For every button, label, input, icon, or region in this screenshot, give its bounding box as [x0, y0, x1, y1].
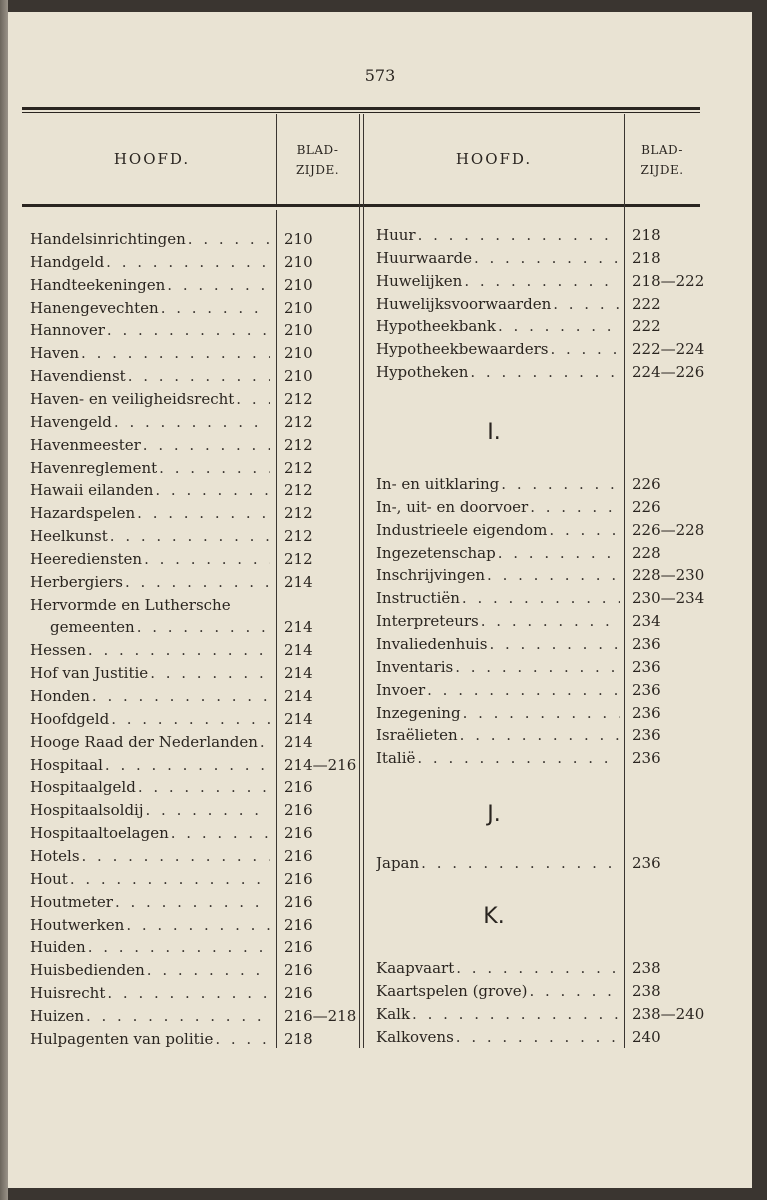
dot-leader [161, 297, 270, 320]
index-entry [376, 473, 620, 496]
dot-leader [147, 959, 270, 982]
dot-leader [107, 319, 270, 342]
entry-term: Hannover [30, 321, 105, 340]
entry-term: Havendienst [30, 367, 126, 386]
dot-leader [137, 616, 270, 639]
entry-page: 226 [632, 475, 661, 493]
index-entry [30, 754, 270, 777]
index-entry [50, 616, 270, 639]
header-hoofd-right: HOOFD. [455, 150, 533, 168]
entry-page: 230—234 [632, 589, 705, 608]
entry-term: Kalkovens [376, 1027, 454, 1046]
entry-term: Hawaii eilanden [30, 481, 154, 500]
entry-page: 212 [284, 481, 313, 500]
index-entry [376, 957, 620, 980]
dot-leader [463, 702, 620, 725]
index-entry [30, 936, 270, 959]
header-rule [22, 204, 700, 207]
entry-page: 210 [284, 321, 313, 340]
entry-term: Inzegening [376, 703, 461, 722]
index-entry [376, 270, 620, 293]
entry-page: 236 [632, 703, 661, 722]
entry-term: Hotels [30, 846, 80, 865]
entry-page: 214 [284, 572, 313, 591]
index-entry [376, 747, 620, 770]
entry-term: Houtmeter [30, 892, 113, 911]
index-entry [376, 724, 620, 747]
entry-page: 218 [284, 1029, 313, 1048]
entry-term: Hypotheekbank [376, 317, 497, 336]
entry-page: 216 [284, 869, 313, 888]
dot-leader [125, 571, 270, 594]
index-entry [30, 639, 270, 662]
entry-term: Ingezetenschap [376, 543, 496, 562]
dot-leader [489, 633, 620, 656]
dot-leader [462, 587, 620, 610]
entry-page: 216 [284, 915, 313, 934]
entry-page: 216 [284, 801, 313, 820]
entry-term: Kalk [376, 1004, 411, 1023]
dot-leader [470, 361, 620, 384]
dot-leader [144, 548, 270, 571]
index-entry [30, 457, 270, 480]
index-entry [30, 319, 270, 342]
dot-leader [105, 754, 270, 777]
divider-center-b [363, 114, 364, 1048]
entry-page: 212 [284, 412, 313, 431]
entry-page: 216 [284, 892, 313, 911]
index-entry [30, 365, 270, 388]
index-entry [376, 315, 620, 338]
dot-leader [128, 365, 270, 388]
index-entry [30, 525, 270, 548]
index-entry [376, 338, 620, 361]
entry-term: Hervormde en Luthersche [30, 595, 231, 614]
entry-page: 210 [284, 298, 313, 317]
index-entry [30, 822, 270, 845]
entry-page: 214 [284, 641, 313, 660]
entry-page: 240 [632, 1027, 661, 1046]
entry-page: 222—224 [632, 340, 705, 359]
dot-leader [155, 479, 270, 502]
entry-page: 218 [632, 248, 661, 267]
entry-page: 212 [284, 435, 313, 454]
entry-term: Hulpagenten van politie [30, 1029, 214, 1048]
dot-leader [553, 293, 620, 316]
entry-term: Huwelijksvoorwaarden [376, 294, 552, 313]
index-entry [30, 434, 270, 457]
entry-page: 212 [284, 389, 313, 408]
header-hoofd-left: HOOFD. [113, 150, 191, 168]
index-entry [376, 633, 620, 656]
entry-page: 236 [632, 749, 661, 768]
entry-term: Instructiën [376, 589, 460, 608]
entry-term: Interpreteurs [376, 612, 479, 631]
dot-leader [529, 980, 620, 1003]
index-entry [376, 496, 620, 519]
index-entry [376, 656, 620, 679]
entry-term: Inventaris [376, 657, 454, 676]
entry-page: 226—228 [632, 520, 705, 539]
index-entry [30, 685, 270, 708]
dot-leader [143, 434, 270, 457]
divider-center-a [359, 114, 360, 1048]
entry-term: Kaapvaart [376, 959, 455, 977]
entry-term: Hypotheken [376, 363, 469, 382]
entry-page: 210 [284, 367, 313, 386]
index-entry [376, 224, 620, 247]
entry-term: Hospitaaltoelagen [30, 824, 169, 843]
entry-page: 214 [284, 687, 313, 705]
index-entry [376, 564, 620, 587]
entry-term: Huur [376, 226, 416, 244]
dot-leader [530, 496, 620, 519]
dot-leader [138, 776, 270, 799]
entry-term: Israëlieten [376, 726, 458, 745]
dot-leader [81, 342, 270, 365]
dot-leader [549, 519, 620, 542]
index-entry [30, 731, 270, 754]
dot-leader [498, 315, 620, 338]
entry-term: Invoer [376, 680, 426, 699]
index-entry [30, 799, 270, 822]
index-entry [376, 361, 620, 384]
entry-term: Handteekeningen [30, 275, 166, 294]
entry-term: Huisbedienden [30, 961, 145, 980]
entry-term: Italië [376, 749, 416, 768]
entry-term: Handelsinrichtingen [30, 230, 186, 248]
entry-term: Hypotheekbewaarders [376, 340, 549, 359]
entry-page: 210 [284, 230, 313, 248]
entry-term: Hoofdgeld [30, 709, 110, 728]
dot-leader [114, 411, 270, 434]
entry-page: 238 [632, 981, 661, 1000]
entry-term: Hazardspelen [30, 504, 136, 523]
dot-leader [464, 270, 620, 293]
entry-page: 216 [284, 961, 313, 980]
entry-page: 236 [632, 726, 661, 745]
dot-leader [188, 228, 270, 251]
entry-page: 212 [284, 549, 313, 568]
entry-term: Hessen [30, 641, 86, 660]
index-entry [30, 571, 270, 594]
entry-page: 218 [632, 226, 661, 244]
dot-leader [236, 388, 270, 411]
entry-term: Huiden [30, 938, 86, 957]
entry-term: Japan [376, 854, 420, 872]
entry-page: 224—226 [632, 363, 705, 382]
entry-term: Hout [30, 869, 68, 888]
index-entry [30, 594, 270, 617]
entry-term: Huisrecht [30, 984, 106, 1003]
dot-leader [150, 662, 270, 685]
entry-page: 216 [284, 846, 313, 865]
entry-page: 238—240 [632, 1004, 705, 1023]
entry-page: 214 [284, 732, 313, 751]
index-entry [30, 959, 270, 982]
entry-term: Hooge Raad der Nederlanden [30, 732, 258, 751]
entry-page: 216 [284, 938, 313, 957]
entry-term: Havenmeester [30, 435, 141, 454]
dot-leader [107, 982, 270, 1005]
index-entry [376, 247, 620, 270]
index-entry [30, 708, 270, 731]
entry-term: Haven- en veiligheidsrecht [30, 389, 235, 408]
entry-page: 236 [632, 854, 661, 872]
index-entry [30, 982, 270, 1005]
entry-term: Herbergiers [30, 572, 123, 591]
index-entry [376, 542, 620, 565]
index-entry [30, 548, 270, 571]
dot-leader [82, 845, 270, 868]
divider-right [624, 114, 625, 1048]
index-entry [376, 610, 620, 633]
dot-leader [86, 1005, 270, 1028]
index-entry [30, 274, 270, 297]
entry-page: 236 [632, 657, 661, 676]
index-entry [376, 702, 620, 725]
dot-leader [418, 224, 620, 247]
dot-leader [498, 542, 620, 565]
index-entry [30, 411, 270, 434]
entry-page: 210 [284, 344, 313, 363]
index-page [8, 12, 752, 1188]
dot-leader [88, 639, 270, 662]
entry-term: Huurwaarde [376, 248, 472, 267]
dot-leader [550, 338, 620, 361]
dot-leader [412, 1003, 620, 1026]
section-letter-k: K. [483, 904, 505, 929]
entry-page: 228—230 [632, 566, 705, 585]
dot-leader [92, 685, 270, 708]
entry-page: 216—218 [284, 1006, 357, 1025]
dot-leader [487, 564, 620, 587]
divider-left [276, 210, 277, 1048]
index-entry [376, 980, 620, 1003]
entry-page: 228 [632, 543, 661, 562]
index-entry [30, 342, 270, 365]
entry-page: 212 [284, 504, 313, 523]
entry-page: 210 [284, 252, 313, 271]
entry-term: Havenreglement [30, 458, 158, 477]
dot-leader [106, 251, 270, 274]
dot-leader [455, 656, 620, 679]
entry-term: Hospitaalsoldij [30, 801, 144, 820]
index-entry [376, 679, 620, 702]
dot-leader [111, 708, 270, 731]
entry-page: 222 [632, 294, 661, 313]
entry-term: Invaliedenhuis [376, 634, 488, 653]
section-letter-j: J. [487, 802, 501, 827]
entry-page: 236 [632, 634, 661, 653]
entry-page: 216 [284, 778, 313, 797]
dot-leader [115, 891, 270, 914]
index-entry [30, 502, 270, 525]
index-entry [376, 1026, 620, 1049]
index-entry [376, 293, 620, 316]
index-entry [30, 297, 270, 320]
entry-page: 214 [284, 664, 313, 683]
dot-leader [167, 274, 270, 297]
dot-leader [137, 502, 270, 525]
entry-term: Handgeld [30, 252, 105, 271]
index-entry [30, 914, 270, 937]
dot-leader [456, 957, 620, 980]
index-entry [30, 479, 270, 502]
index-entry [376, 519, 620, 542]
dot-leader [417, 747, 620, 770]
page-number: 573 [364, 66, 396, 85]
index-entry [30, 845, 270, 868]
entry-page: 234 [632, 612, 661, 631]
dot-leader [88, 936, 270, 959]
entry-page: 214 [284, 618, 313, 637]
entry-term: Inschrijvingen [376, 566, 486, 585]
header-bladzijde-left: BLAD- ZIJDE. [295, 143, 340, 177]
entry-page: 222 [632, 317, 661, 336]
entry-page: 226 [632, 497, 661, 516]
entry-term: Heerediensten [30, 549, 143, 568]
index-entry [30, 662, 270, 685]
index-entry [376, 852, 620, 875]
index-entry [376, 1003, 620, 1026]
entry-term: Heelkunst [30, 527, 108, 546]
dot-leader [501, 473, 620, 496]
entry-page: 238 [632, 959, 661, 977]
dot-leader [474, 247, 620, 270]
dot-leader [456, 1026, 620, 1049]
entry-term: Huwelijken [376, 271, 463, 290]
book-spine [0, 0, 8, 1200]
entry-page: 212 [284, 458, 313, 477]
entry-term: Huizen [30, 1006, 84, 1025]
top-rule-thin [22, 112, 700, 113]
index-entry [30, 868, 270, 891]
entry-term: Havengeld [30, 412, 112, 431]
dot-leader [421, 852, 620, 875]
entry-page: 216 [284, 984, 313, 1003]
entry-term: In-, uit- en doorvoer [376, 497, 529, 516]
entry-page: 216 [284, 824, 313, 843]
index-entry [30, 251, 270, 274]
dot-leader [260, 731, 270, 754]
dot-leader [171, 822, 270, 845]
entry-term: Houtwerken [30, 915, 125, 934]
dot-leader [481, 610, 620, 633]
dot-leader [215, 1028, 270, 1051]
entry-term: Kaartspelen (grove) [376, 981, 528, 1000]
entry-page: 212 [284, 527, 313, 546]
dot-leader [110, 525, 270, 548]
entry-page: 214 [284, 709, 313, 728]
top-rule [22, 107, 700, 110]
dot-leader [126, 914, 270, 937]
entry-term: Hospitaal [30, 755, 103, 774]
entry-page: 214—216 [284, 755, 357, 774]
entry-term: Haven [30, 344, 80, 363]
entry-page: 210 [284, 275, 313, 294]
section-letter-i: I. [487, 420, 501, 445]
dot-leader [146, 799, 271, 822]
entry-term: In- en uitklaring [376, 475, 500, 493]
index-entry [30, 891, 270, 914]
dot-leader [70, 868, 270, 891]
index-entry [30, 776, 270, 799]
entry-page: 236 [632, 680, 661, 699]
entry-term: Industrieele eigendom [376, 520, 548, 539]
index-entry [30, 1028, 270, 1051]
dot-leader [159, 457, 270, 480]
index-entry [30, 228, 270, 251]
entry-term: Hospitaalgeld [30, 778, 136, 797]
dot-leader [427, 679, 620, 702]
header-bladzijde-right: BLAD- ZIJDE. [640, 143, 684, 177]
index-entry [30, 388, 270, 411]
index-entry [30, 1005, 270, 1028]
index-entry [376, 587, 620, 610]
entry-term: Hof van Justitie [30, 664, 149, 683]
dot-leader [460, 724, 620, 747]
entry-term: gemeenten [50, 618, 135, 637]
entry-term: Hanengevechten [30, 298, 159, 317]
entry-term: Honden [30, 687, 90, 705]
entry-page: 218—222 [632, 271, 705, 290]
